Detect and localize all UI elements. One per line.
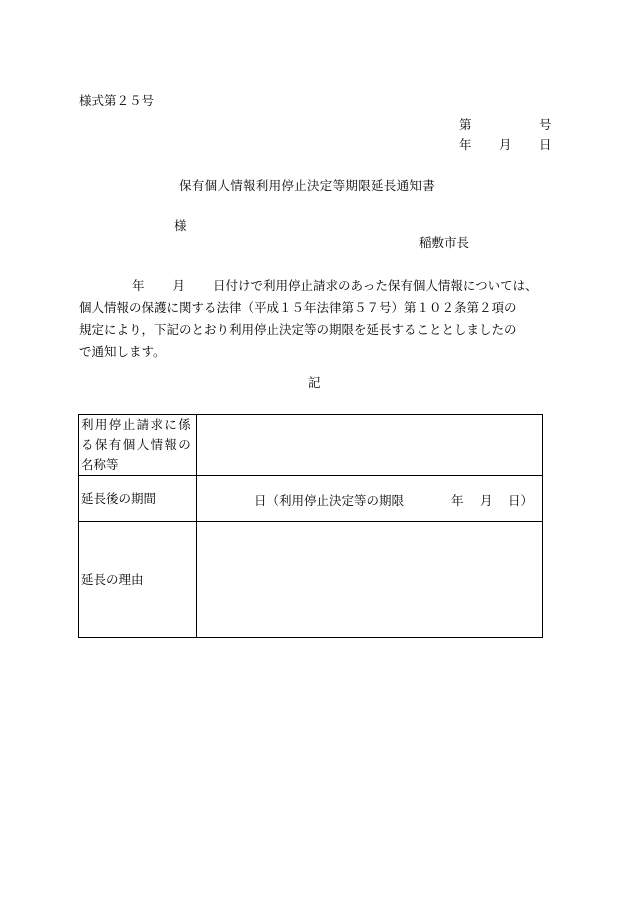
row1-label bbox=[79, 415, 197, 476]
body-text bbox=[79, 275, 559, 363]
body-line-2: 個人情報の保護に関する法律（平成１５年法律第５７号）第１０２条第２項の bbox=[79, 300, 517, 315]
body-line-1 bbox=[79, 275, 559, 297]
row2-value bbox=[197, 476, 543, 522]
period-end: 日） bbox=[508, 492, 534, 508]
row1-label-line2: る保有個人情報の bbox=[81, 437, 193, 452]
row3-label: 延長の理由 bbox=[79, 522, 197, 638]
period-day: 日（利用停止決定等の期限 bbox=[254, 492, 405, 508]
row3-value bbox=[197, 522, 543, 638]
row1-label-line1: 利用停止請求に係 bbox=[81, 417, 193, 432]
table-row bbox=[79, 522, 543, 638]
body-year: 年 bbox=[132, 278, 145, 293]
issuer: 稲敷市長 bbox=[419, 235, 470, 250]
body-line-1-rest: 日付けで利用停止請求のあった保有個人情報については、 bbox=[213, 278, 538, 293]
row1-label-line3: 名称等 bbox=[81, 457, 119, 472]
number-suffix: 号 bbox=[539, 117, 552, 132]
page-title: 保有個人情報利用停止決定等期限延長通知書 bbox=[179, 178, 436, 193]
table-row bbox=[79, 415, 543, 476]
ki-heading: 記 bbox=[308, 375, 321, 390]
body-line-3: 規定により，下記のとおり利用停止決定等の期限を延長することとしましたの bbox=[79, 322, 517, 337]
date-day: 日 bbox=[539, 137, 552, 152]
table-row bbox=[79, 476, 543, 522]
body-line-4: で通知します。 bbox=[79, 344, 166, 359]
period-year: 年 bbox=[451, 492, 464, 508]
details-table bbox=[78, 414, 543, 638]
form-number: 様式第２５号 bbox=[79, 93, 155, 108]
row1-value bbox=[197, 415, 543, 476]
date-month: 月 bbox=[499, 137, 512, 152]
body-month: 月 bbox=[172, 278, 186, 293]
addressee: 様 bbox=[174, 218, 187, 233]
date-year: 年 bbox=[459, 137, 472, 152]
period-month: 月 bbox=[480, 492, 493, 508]
number-prefix: 第 bbox=[459, 117, 472, 132]
row2-label: 延長後の期間 bbox=[79, 476, 197, 522]
